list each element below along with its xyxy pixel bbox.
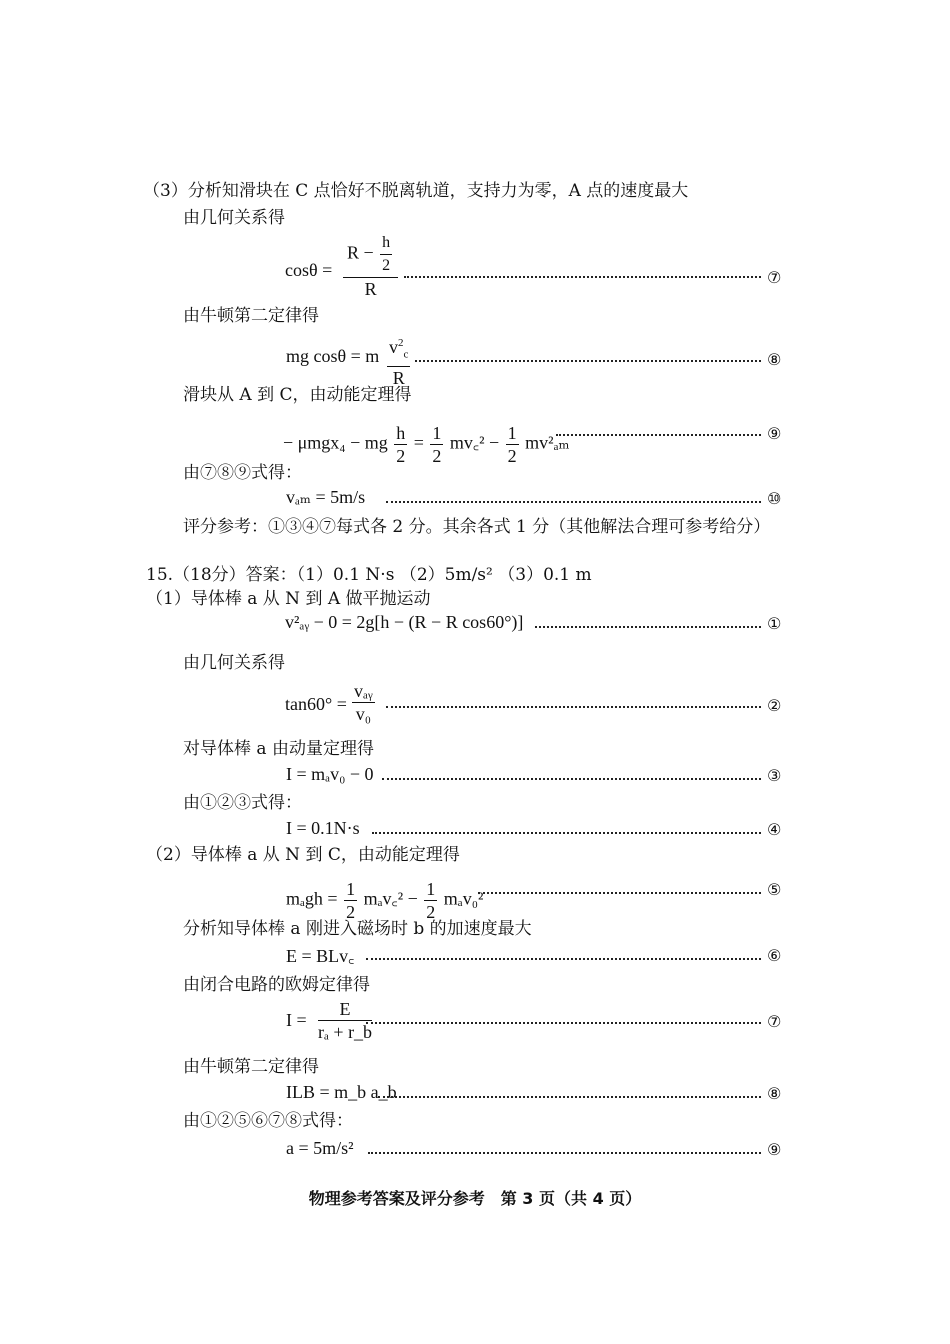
q15-header: 15.（18分）答案：（1）0.1 N·s （2）5m/s² （3）0.1 m — [146, 565, 592, 585]
equation-1: v²ₐᵧ − 0 = 2g[h − (R − R cos60°)] ① — [285, 612, 782, 633]
eq7a-den: R — [364, 279, 377, 299]
dotted-leader — [378, 1096, 761, 1098]
dotted-leader — [366, 1022, 761, 1024]
part3-from-label: 由⑦⑧⑨式得： — [183, 463, 302, 483]
eq7a-lhs: cosθ = — [285, 260, 333, 280]
q15-geom-label: 由几何关系得 — [183, 653, 285, 673]
part3-intro: （3）分析知滑块在 C 点恰好不脱离轨道，支持力为零，A 点的速度最大 — [143, 181, 689, 201]
q15-from2-label: 由①②⑤⑥⑦⑧式得： — [183, 1111, 353, 1131]
dotted-leader — [368, 1152, 761, 1154]
dotted-leader — [382, 778, 761, 780]
dotted-leader — [404, 276, 761, 278]
equation-8b: ILB = m_b a_b ⑧ — [286, 1082, 782, 1103]
equation-7b: I = $\frac{E}{\text{rₐ + r\_b}}$ ⑦ — [286, 999, 782, 1042]
equation-5: mₐgh = $\frac{1}{2}$ mₐv꜀² − $\frac{1}{2}$ mₐv₀² ⑤ — [286, 879, 782, 922]
q15-momentum-label: 对导体棒 a 由动量定理得 — [183, 739, 374, 759]
q15-part1-intro: （1）导体棒 a 从 N 到 A 做平抛运动 — [146, 589, 431, 609]
q15-from1-label: 由①②③式得： — [183, 793, 302, 813]
q15-newton-label: 由牛顿第二定律得 — [183, 1057, 319, 1077]
q15-part2-intro: （2）导体棒 a 从 N 到 C，由动能定理得 — [146, 845, 460, 865]
equation-6: E = BLv꜀ ⑥ — [286, 946, 782, 966]
equation-8a: mg cosθ = m $\frac{v^2_c}{R}$ ⑧ — [0, 330, 950, 380]
dotted-leader — [386, 501, 761, 503]
scoring-note: 评分参考：①③④⑦每式各 2 分。其余各式 1 分（其他解法合理可参考给分） — [183, 517, 771, 537]
dotted-leader — [556, 434, 761, 436]
part3-energy-label: 滑块从 A 到 C，由动能定理得 — [183, 385, 412, 405]
eq7a-tag: ⑦ — [767, 268, 782, 287]
equation-9b: a = 5m/s² ⑨ — [286, 1138, 782, 1159]
part3-geom-label: 由几何关系得 — [183, 208, 285, 228]
equation-7a: cosθ = R − $\frac{h}{2}$ R ⑦ — [285, 234, 782, 299]
dotted-leader — [535, 626, 761, 628]
part3-newton-label: 由牛顿第二定律得 — [183, 306, 319, 326]
dotted-leader — [386, 706, 761, 708]
equation-3: I = mₐv₀ − 0 ③ — [286, 764, 782, 785]
page-footer: 物理参考答案及评分参考 第 3 页（共 4 页） — [308, 1189, 642, 1208]
eq7a-num-top: R − — [347, 242, 379, 263]
equation-9a: − μmgx₄ − mg $\frac{h}{2}$ = $\frac{1}{2}$ mv꜀² − $\frac{1}{2}$ mv²ₐₘ ⑨ — [283, 423, 782, 466]
equation-2: tan60° = $\frac{\text{vₐᵧ}}{\text{v₀}}$ ② — [285, 681, 782, 724]
equation-10a: vₐₘ = 5m/s ⑩ — [286, 487, 782, 508]
dotted-leader — [415, 360, 761, 362]
dotted-leader — [372, 832, 761, 834]
dotted-leader — [478, 892, 761, 894]
equation-4: I = 0.1N·s ④ — [286, 818, 782, 839]
q15-analysis: 分析知导体棒 a 刚进入磁场时 b 的加速度最大 — [183, 919, 532, 939]
q15-ohm-label: 由闭合电路的欧姆定律得 — [183, 975, 370, 995]
dotted-leader — [366, 958, 761, 960]
